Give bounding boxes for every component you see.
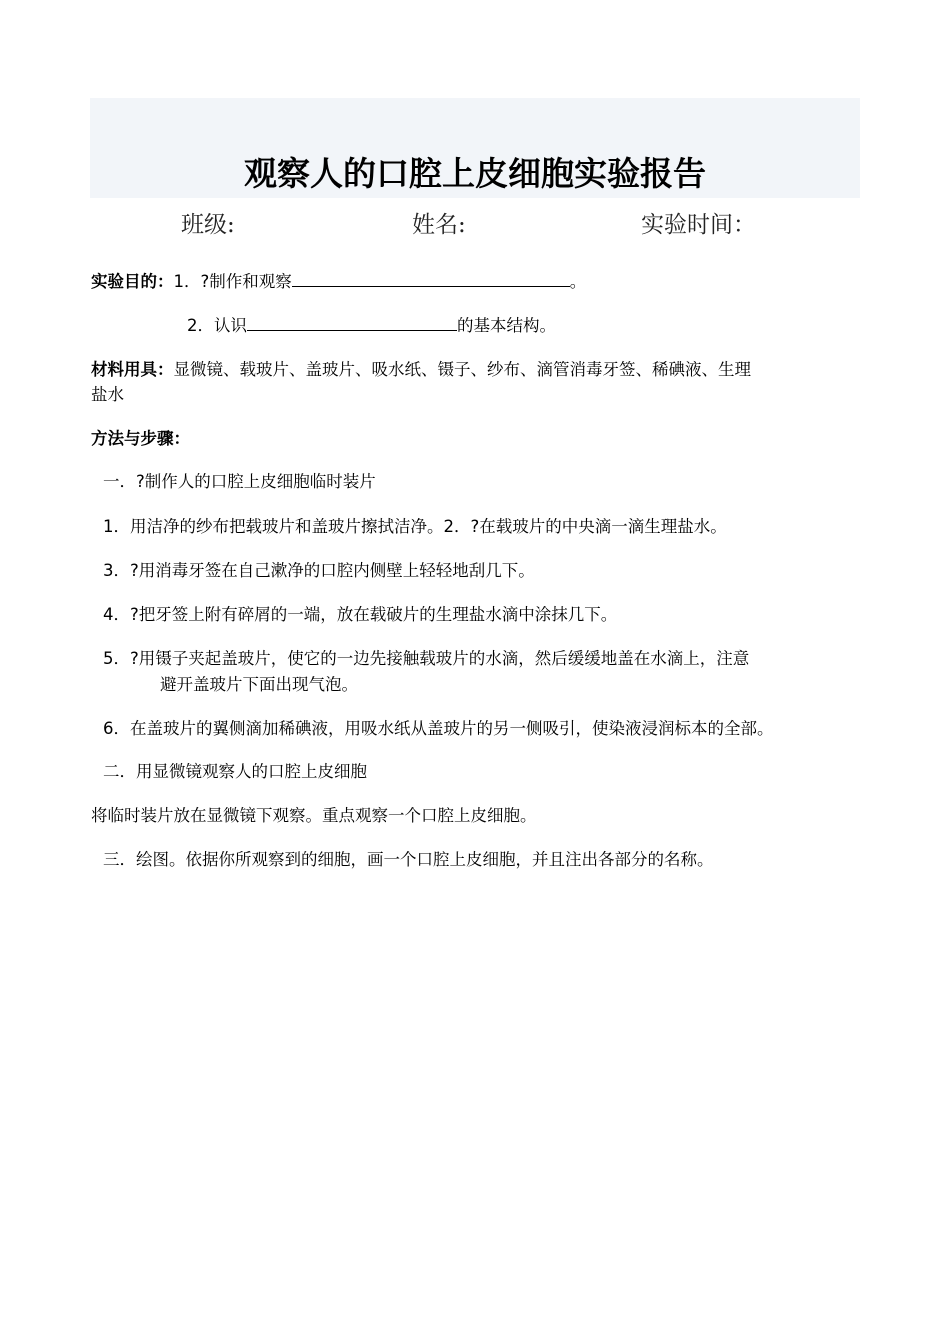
purpose-line-2 [187, 313, 556, 338]
section-1-heading: 一．?制作人的口腔上皮细胞临时装片 [103, 472, 376, 491]
materials-line-1 [91, 357, 751, 382]
purpose-item2-prefix: 2．认识 [187, 316, 247, 335]
experiment-time-label: 实验时间： [641, 212, 756, 238]
purpose-item1-prefix: 1．?制作和观察 [173, 272, 292, 291]
step-3: 3．?用消毒牙签在自己漱净的口腔内侧壁上轻轻地刮几下。 [103, 561, 535, 580]
page-title: 观察人的口腔上皮细胞实验报告 [244, 154, 706, 193]
step-1-2: 1．用洁净的纱布把载玻片和盖玻片擦拭洁净。2．?在载玻片的中央滴一滴生理盐水。 [103, 517, 727, 536]
purpose-item1-suffix: 。 [569, 272, 587, 291]
purpose-blank-1[interactable] [292, 270, 570, 287]
step-5-line-2: 避开盖玻片下面出现气泡。 [160, 675, 358, 694]
purpose-line-1 [91, 269, 586, 294]
step-4: 4．?把牙签上附有碎屑的一端，放在载破片的生理盐水滴中涂抹几下。 [103, 605, 618, 624]
materials-text: 显微镜、载玻片、盖玻片、吸水纸、镊子、纱布、滴管消毒牙签、稀碘液、生理 [173, 360, 751, 379]
observe-instruction: 将临时装片放在显微镜下观察。重点观察一个口腔上皮细胞。 [91, 806, 537, 825]
materials-line-2: 盐水 [91, 385, 124, 404]
purpose-blank-2[interactable] [247, 314, 457, 331]
step-5-line-1: 5．?用镊子夹起盖玻片，使它的一边先接触载玻片的水滴，然后缓缓地盖在水滴上，注意 [103, 649, 750, 668]
section-2-heading: 二．用显微镜观察人的口腔上皮细胞 [103, 762, 367, 781]
materials-label: 材料用具： [91, 360, 174, 379]
class-label: 班级: [181, 212, 235, 238]
methods-label: 方法与步骤： [91, 429, 190, 448]
purpose-label: 实验目的： [91, 272, 174, 291]
name-label: 姓名: [412, 212, 466, 238]
step-6: 6．在盖玻片的翼侧滴加稀碘液，用吸水纸从盖玻片的另一侧吸引，使染液浸润标本的全部。 [103, 719, 774, 738]
section-3-heading: 三．绘图。依据你所观察到的细胞，画一个口腔上皮细胞，并且注出各部分的名称。 [103, 850, 714, 869]
purpose-item2-suffix: 的基本结构。 [457, 316, 556, 335]
